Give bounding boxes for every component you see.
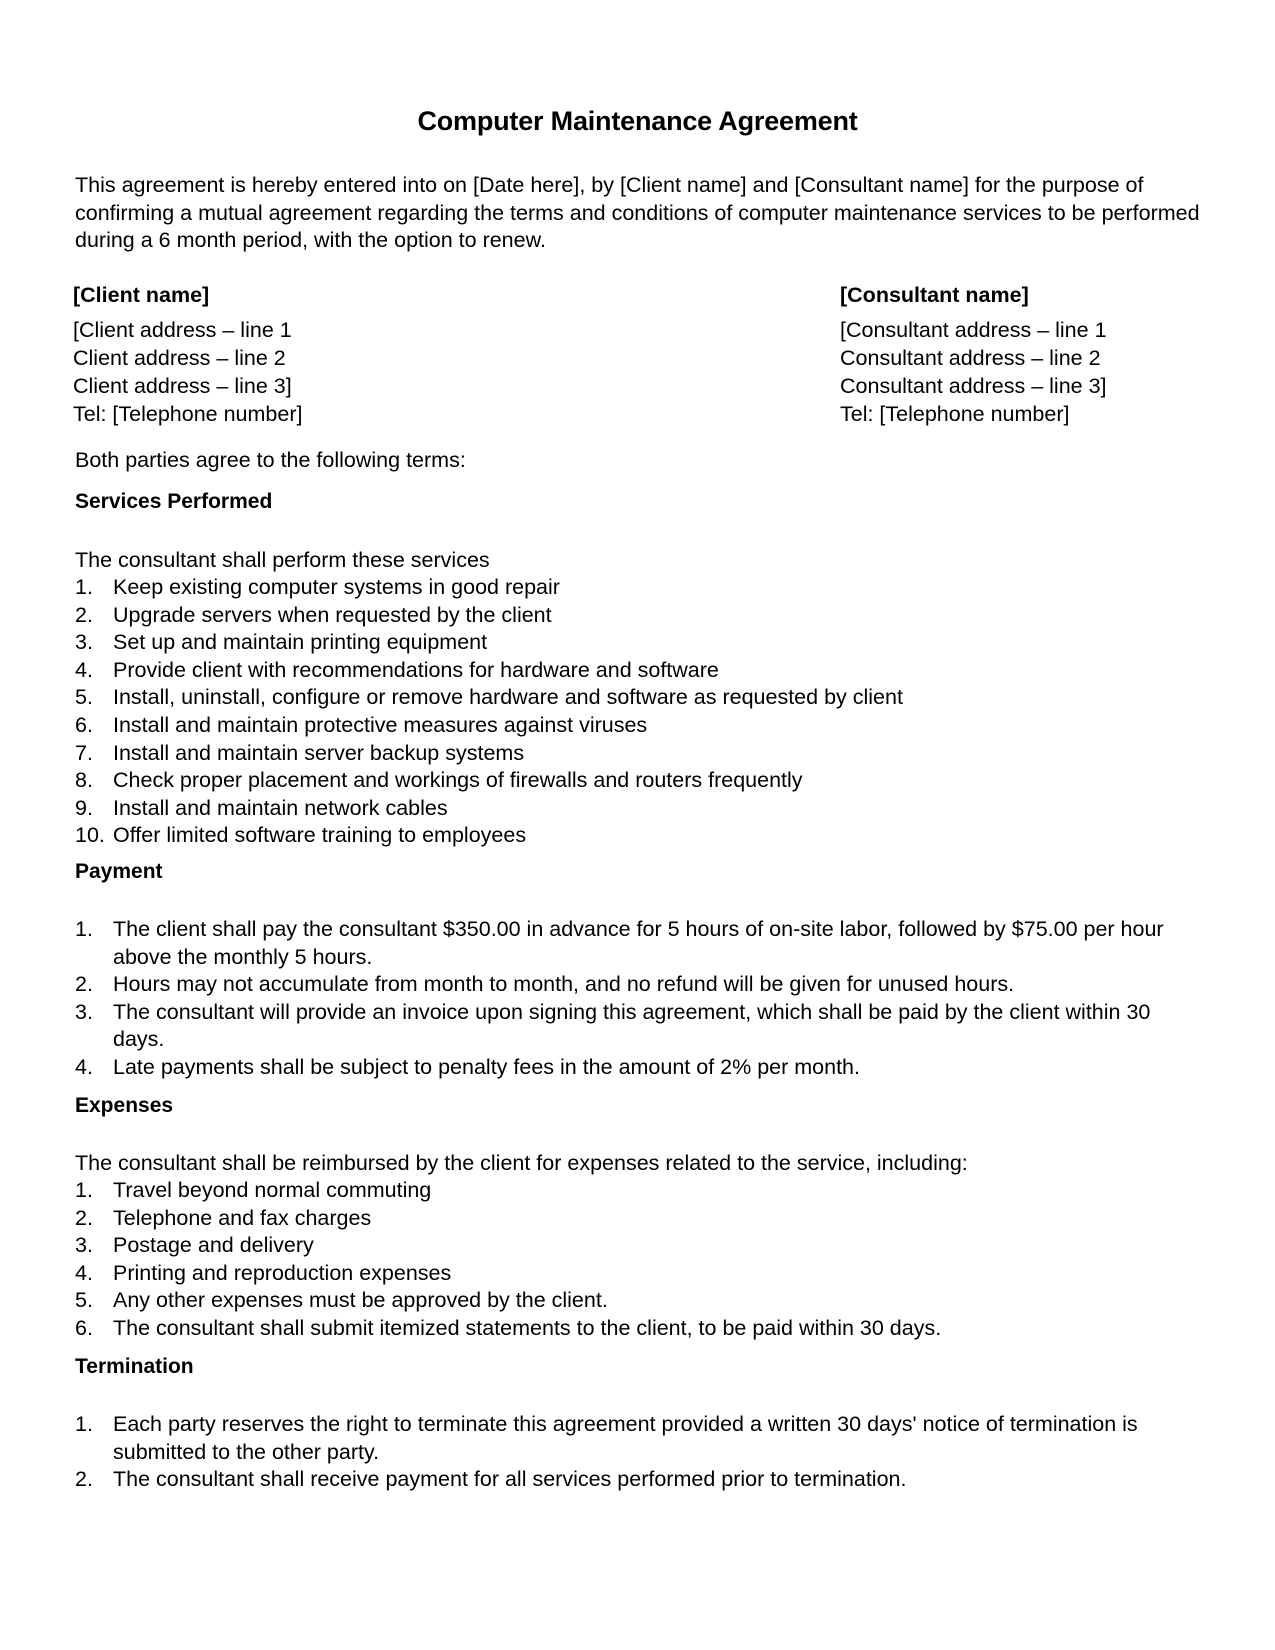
expenses-list <box>75 1177 1205 1343</box>
list-item: 2. Upgrade servers when requested by the client <box>75 602 552 627</box>
expenses-lead: The consultant shall be reimbursed by the client for expenses related to the service, including: <box>75 1151 968 1175</box>
list-item: 3. Set up and maintain printing equipment <box>75 630 488 655</box>
client-address-line: [Client address – line 1 <box>73 318 292 342</box>
list-item: 2. Telephone and fax charges <box>75 1205 372 1230</box>
client-address-line: Client address – line 2 <box>73 346 286 370</box>
list-item: 6. Install and maintain protective measures against viruses <box>75 712 648 737</box>
list-item: 10. Offer limited software training to employees <box>75 823 527 848</box>
consultant-address-line: [Consultant address – line 1 <box>840 318 1107 342</box>
consultant-address-line: Consultant address – line 3] <box>840 374 1107 398</box>
list-item: 5. Any other expenses must be approved by the client. <box>75 1288 608 1313</box>
consultant-address-line: Consultant address – line 2 <box>840 346 1101 370</box>
list-item: 3. The consultant will provide an invoice upon signing this agreement, which shall be paid by the client within 30 days. <box>75 999 1151 1052</box>
expenses-heading: Expenses <box>75 1094 174 1117</box>
list-item: 3. Postage and delivery <box>75 1233 314 1258</box>
client-name: [Client name] <box>73 283 210 307</box>
document-title: Computer Maintenance Agreement <box>417 106 858 136</box>
client-block <box>73 282 302 428</box>
payment-list <box>75 916 1205 1082</box>
list-item: 8. Check proper placement and workings of firewalls and routers frequently <box>75 768 803 793</box>
list-item: 1. Each party reserves the right to terminate this agreement provided a written 30 days' notice of termination is submitted to the other party. <box>75 1412 1138 1464</box>
list-item: 4. Provide client with recommendations for hardware and software <box>75 657 719 682</box>
termination-list <box>75 1411 1205 1494</box>
services-heading: Services Performed <box>75 490 273 513</box>
list-item: 9. Install and maintain network cables <box>75 795 448 820</box>
list-item: 1. Keep existing computer systems in good repair <box>75 575 560 599</box>
services-lead: The consultant shall perform these services <box>75 548 490 572</box>
list-item: 7. Install and maintain server backup systems <box>75 740 525 765</box>
list-item: 1. Travel beyond normal commuting <box>75 1178 432 1202</box>
agree-statement: Both parties agree to the following terms: <box>75 448 466 472</box>
payment-heading: Payment <box>75 860 163 883</box>
consultant-name: [Consultant name] <box>840 283 1029 307</box>
termination-heading: Termination <box>75 1355 194 1378</box>
list-item: 5. Install, uninstall, configure or remove hardware and software as requested by client <box>75 685 903 710</box>
list-item: 2. The consultant shall receive payment for all services performed prior to termination. <box>75 1467 907 1492</box>
consultant-block <box>840 282 1107 428</box>
consultant-telephone: Tel: [Telephone number] <box>840 402 1070 426</box>
client-telephone: Tel: [Telephone number] <box>73 402 303 426</box>
intro-paragraph: This agreement is hereby entered into on [Date here], by [Client name] and [Consultant name] for the purpose of confirming a mutual agreement regarding the terms and conditions of computer maintenance services to be performed during a 6 month period, with the option to renew. <box>75 173 1200 253</box>
list-item: 4. Late payments shall be subject to penalty fees in the amount of 2% per month. <box>75 1054 860 1079</box>
list-item: 6. The consultant shall submit itemized statements to the client, to be paid within 30 days. <box>75 1315 942 1340</box>
services-list <box>75 574 1205 850</box>
list-item: 4. Printing and reproduction expenses <box>75 1260 452 1285</box>
client-address-line: Client address – line 3] <box>73 374 292 398</box>
list-item: 1. The client shall pay the consultant $350.00 in advance for 5 hours of on-site labor, followed by $75.00 per hour above the monthly 5 hours. <box>75 917 1164 969</box>
list-item: 2. Hours may not accumulate from month to month, and no refund will be given for unused hours. <box>75 972 1015 997</box>
